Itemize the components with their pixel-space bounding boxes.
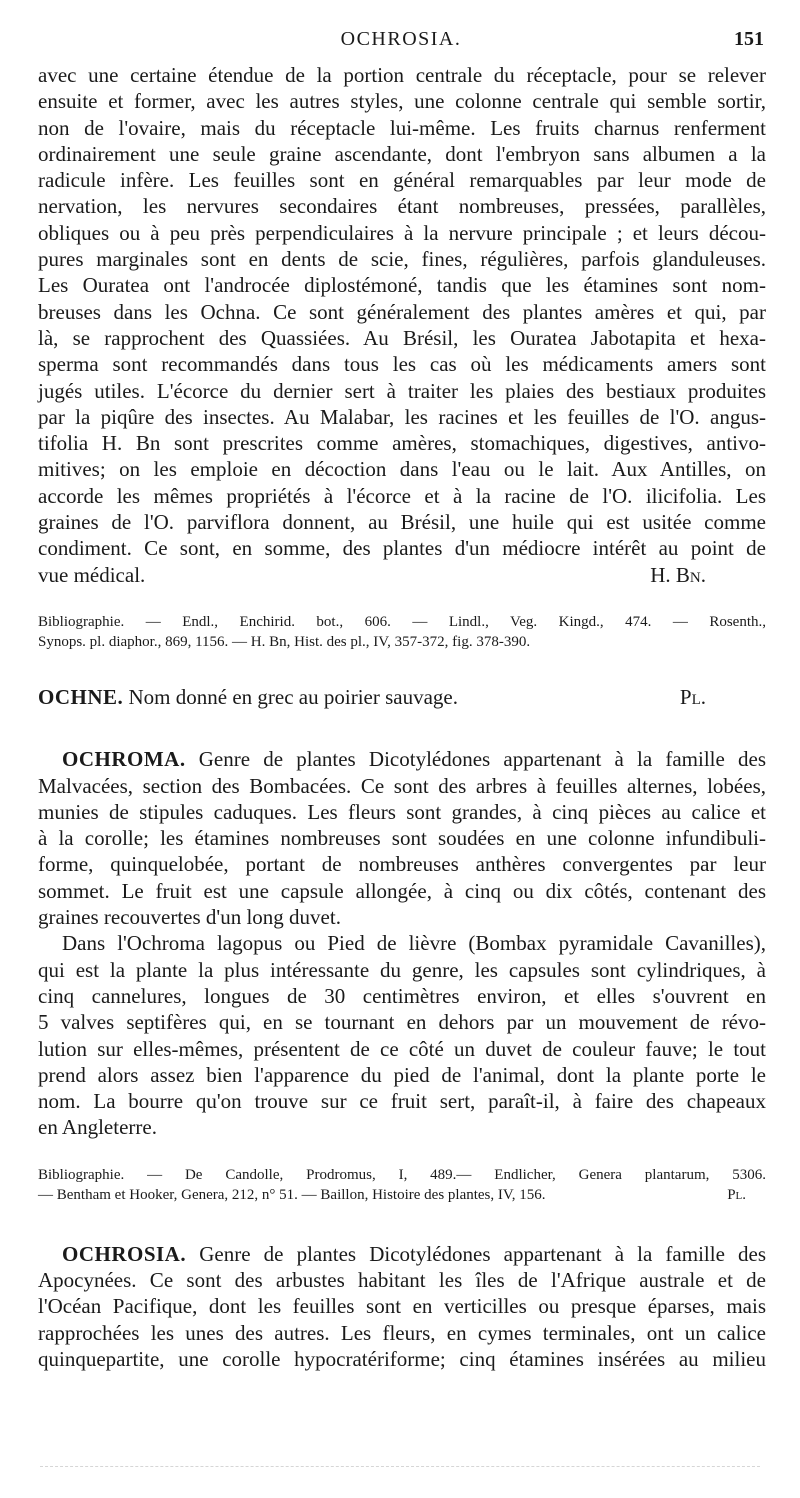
author-signature: Pl. <box>727 1186 746 1203</box>
text-line: en Angleterre. <box>38 1115 157 1140</box>
text-line: Les Ouratea ont l'androcée diplostémoné, tandis que les étamines sont nom- <box>38 273 766 298</box>
bibliography-line: Synops. pl. diaphor., 869, 1156. — H. Bn, Hist. des pl., IV, 357-372, fig. 378-390. <box>38 633 531 650</box>
text-line: sommet. Le fruit est une capsule allongée, à cinq ou dix côtés, contenant des <box>38 878 766 903</box>
text-line: prend alors assez bien l'apparence du pied de l'animal, dont la plante porte le <box>38 1062 766 1087</box>
text-line: tifolia H. Bn sont prescrites comme amères, stomachiques, digestives, antivo- <box>38 431 766 456</box>
text-line: avec une certaine étendue de la portion centrale du réceptacle, pour se relever <box>38 63 766 87</box>
text-line <box>38 1241 766 1267</box>
ochroma-entry <box>38 746 766 1140</box>
headword-continuation: Genre de plantes Dicotylédones appartenant à la famille des <box>199 1241 767 1266</box>
author-signature: Pl. <box>679 684 706 709</box>
author-signature: H. Bn. <box>650 562 706 587</box>
text-line: graines recouvertes d'un long duvet. <box>38 905 341 930</box>
text-line: ordinairement une seule graine ascendante, dont l'embryon sans albumen a la <box>38 141 766 166</box>
text-line: Malvacées, section des Bombacées. Ce sont des arbres à feuilles alternes, lobées, <box>38 773 766 798</box>
text-line: jugés utiles. L'écorce du dernier sert à traiter les plaies des bestiaux produites <box>38 378 766 403</box>
ochne-entry <box>38 684 766 710</box>
headword: OCHROSIA. <box>62 1241 187 1266</box>
text-line: munies de stipules caduques. Les fleurs sont grandes, à cinq pièces au calice et <box>38 799 766 824</box>
ochroma-bibliography <box>38 1165 766 1205</box>
text-line: lution sur elles-mêmes, présentent de ce côté un duvet de couleur fauve; le tout <box>38 1036 766 1061</box>
ochna-article <box>38 62 766 588</box>
text-line <box>38 562 766 588</box>
bibliography-line: Bibliographie. — Endl., Enchirid. bot., 606. — Lindl., Veg. Kingd., 474. — Rosenth., <box>38 613 766 630</box>
text-line: breuses dans les Ochna. Ce sont généralement des plantes amères et qui, par <box>38 299 766 324</box>
text-line: quinquepartite, une corolle hypocratériforme; cinq étamines insérées au milieu <box>38 1346 766 1371</box>
page-header <box>38 28 764 58</box>
ochna-bibliography <box>38 612 766 652</box>
text-line: 5 valves septifères qui, en se tournant en dehors par un mouvement de révo- <box>38 1010 766 1035</box>
headword-continuation: Genre de plantes Dicotylédones appartenant à la famille des <box>198 747 767 772</box>
text-line: non de l'ovaire, mais du réceptacle lui-même. Les fruits charnus renferment <box>38 115 766 140</box>
bibliography-line: Bibliographie. — De Candolle, Prodromus, I, 489.— Endlicher, Genera plantarum, 5306. <box>38 1166 766 1183</box>
text-line: rapprochées les unes des autres. Les fleurs, en cymes terminales, ont un calice <box>38 1320 766 1345</box>
text-line: condiment. Ce sont, en somme, des plantes d'un médiocre intérêt au point de <box>38 536 766 561</box>
headword: OCHNE. <box>38 684 124 709</box>
ochrosia-entry <box>38 1241 766 1372</box>
headword: OCHROMA. <box>62 747 186 772</box>
text-line: mitives; on les emploie en décoction dans l'eau ou le lait. Aux Antilles, on <box>38 457 766 482</box>
text-line: nom. La bourre qu'on trouve sur ce fruit sert, paraît-il, à faire des chapeaux <box>38 1089 766 1114</box>
running-title: OCHROSIA. <box>340 28 462 50</box>
bibliography-line <box>38 1185 766 1205</box>
text-line: radicule infère. Les feuilles sont en général remarquables par leur mode de <box>38 168 766 193</box>
text-line: l'Océan Pacifique, dont les feuilles sont en verticilles ou presque éparses, mais <box>38 1294 766 1319</box>
text-line: par la piqûre des insectes. Au Malabar, les racines et les feuilles de l'O. angus- <box>38 404 766 429</box>
text-line: cinq cannelures, longues de 30 centimètres environ, et elles s'ouvrent en <box>38 983 766 1008</box>
text-line: à la corolle; les étamines nombreuses sont soudées en une colonne infundibuli- <box>38 826 766 851</box>
definition: Nom donné en grec au poirier sauvage. <box>128 684 458 709</box>
text-line: nervation, les nervures secondaires étant nombreuses, pressées, parallèles, <box>38 194 766 219</box>
text-line: pures marginales sont en dents de scie, fines, régulières, parfois glanduleuses. <box>38 247 766 272</box>
text-line: là, se rapprochent des Quassiées. Au Brésil, les Ouratea Jabotapita et hexa- <box>38 325 766 350</box>
text-line: graines de l'O. parviflora donnent, au Brésil, une huile qui est usitée comme <box>38 510 766 535</box>
last-line-text: vue médical. <box>38 562 146 587</box>
page-body <box>38 62 766 1372</box>
text-line <box>38 746 766 772</box>
text-line: obliques ou à peu près perpendiculaires à la nervure principale ; et leurs décou- <box>38 220 766 245</box>
text-line: accorde les mêmes propriétés à l'écorce et à la racine de l'O. ilicifolia. Les <box>38 483 766 508</box>
ochne-text-wrap <box>38 684 458 710</box>
bibliography-text: — Bentham et Hooker, Genera, 212, n° 51. — Baillon, Histoire des plantes, IV, 156. <box>38 1186 546 1203</box>
text-line: Dans l'Ochroma lagopus ou Pied de lièvre (Bombax pyramidale Cavanilles), <box>62 931 766 956</box>
text-line: sperma sont recommandés dans tous les cas où les médicaments amers sont <box>38 352 766 377</box>
text-line: Apocynées. Ce sont des arbustes habitant les îles de l'Afrique australe et de <box>38 1267 766 1292</box>
text-line: ensuite et former, avec les autres styles, une colonne centrale qui semble sortir, <box>38 89 766 114</box>
text-line: forme, quinquelobée, portant de nombreuses anthères convergentes par leur <box>38 852 766 877</box>
page-number: 151 <box>734 28 764 50</box>
page-bottom-artifact <box>40 1466 760 1467</box>
text-line: qui est la plante la plus intéressante du genre, les capsules sont cylindriques, à <box>38 957 766 982</box>
